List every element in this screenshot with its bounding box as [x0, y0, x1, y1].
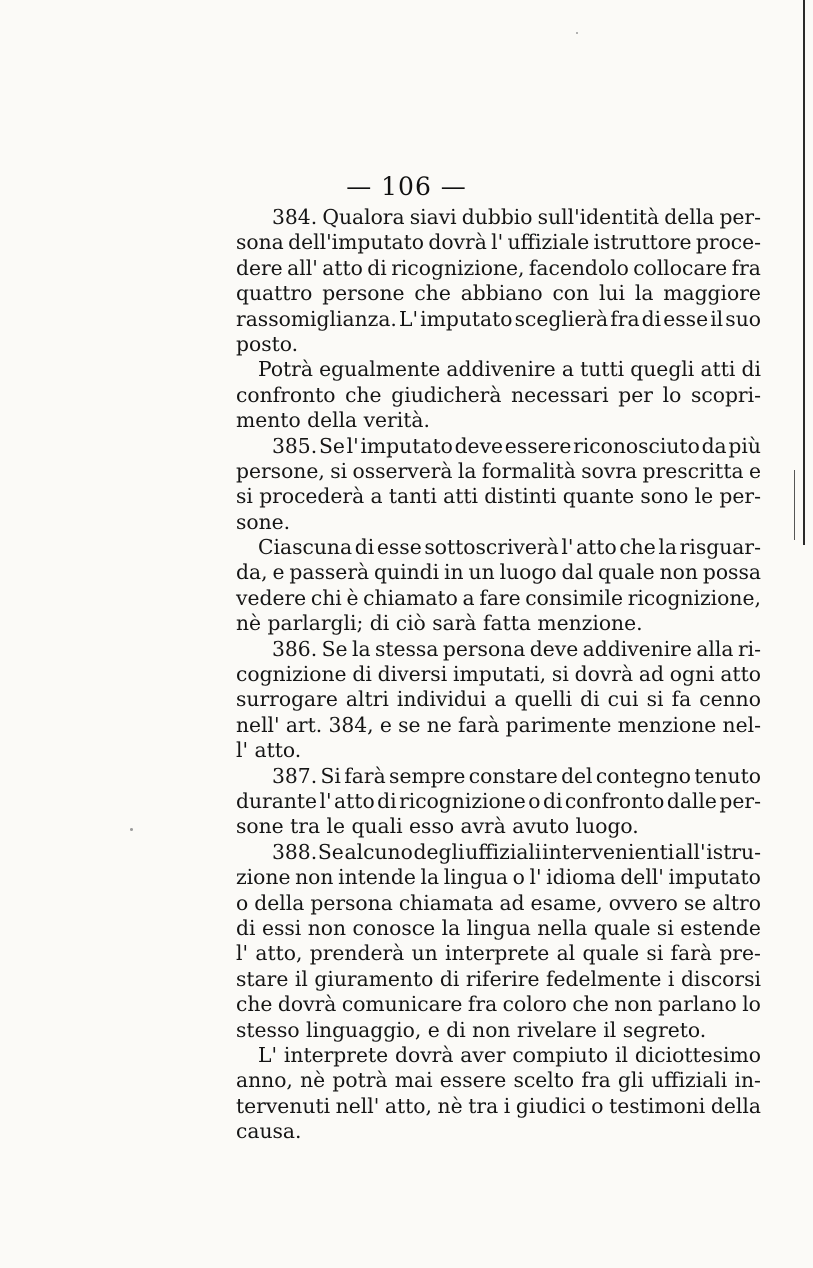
word: giudicherà: [391, 382, 502, 407]
word: l': [529, 865, 542, 890]
word: ricognizione: [399, 788, 526, 813]
text-line: [236, 1068, 761, 1093]
word: della: [664, 205, 715, 229]
word: farà: [344, 763, 386, 788]
word: a: [462, 585, 475, 610]
word: deve: [529, 636, 579, 661]
word: 387.: [272, 763, 318, 788]
word: giudici: [515, 1093, 586, 1118]
word: per: [618, 382, 653, 407]
word: passerà: [289, 560, 370, 585]
text-line: [236, 713, 761, 738]
word: la: [457, 458, 477, 483]
word: persona: [310, 890, 393, 915]
word: degli: [413, 839, 465, 864]
text-line: [236, 357, 761, 382]
word: Se: [318, 433, 345, 458]
word: l': [236, 941, 249, 966]
word: che: [236, 992, 273, 1017]
word: imputato: [360, 433, 453, 458]
word: ne: [426, 712, 452, 737]
word: confronto: [236, 382, 336, 407]
word: per-: [719, 484, 761, 509]
text-line: l' atto.: [236, 738, 302, 763]
word: dubbio: [461, 205, 533, 229]
paper-speck: [576, 32, 578, 34]
word: sona: [236, 230, 284, 255]
text-line: [236, 967, 761, 992]
word: constare: [468, 763, 558, 788]
word: confronto: [564, 788, 665, 813]
word: le: [694, 484, 714, 509]
word: persone,: [236, 458, 325, 483]
word: art.: [285, 712, 323, 737]
word: quindi: [374, 560, 440, 585]
word: non: [307, 915, 347, 940]
word: ricognizione,: [391, 255, 525, 280]
word: e: [379, 712, 392, 737]
word: dalle: [666, 788, 717, 813]
word: dere: [236, 255, 283, 280]
word: l': [561, 535, 574, 560]
word: a: [561, 357, 574, 382]
word: facendolo: [528, 255, 629, 280]
text-line: sone.: [236, 509, 291, 534]
word: sovra: [581, 458, 638, 483]
word: il: [614, 1042, 628, 1067]
text-line: [236, 281, 761, 306]
word: Se: [317, 839, 344, 864]
word: della: [710, 1093, 761, 1118]
word: si: [551, 662, 569, 687]
text-line: [236, 789, 761, 814]
word: che: [345, 382, 382, 407]
word: egualmente: [319, 357, 441, 382]
word: imputato: [420, 306, 513, 331]
word: chiamata: [398, 890, 494, 915]
word: la: [634, 281, 654, 306]
word: lingua: [466, 915, 531, 940]
word: con: [552, 281, 590, 306]
word: di: [439, 966, 460, 991]
word: i: [667, 966, 675, 991]
word: rassomiglianza.: [236, 306, 397, 331]
word: persone: [322, 281, 405, 306]
word: o: [528, 788, 541, 813]
word: esse: [663, 306, 709, 331]
word: compiuto: [512, 1042, 609, 1067]
word: e: [272, 560, 285, 585]
word: riconosciuto: [573, 433, 700, 458]
word: chiamato: [363, 585, 458, 610]
word: aver: [460, 1042, 506, 1067]
word: per-: [719, 205, 761, 229]
word: potrà: [332, 1068, 388, 1093]
word: esse: [376, 535, 422, 560]
word: abbiano: [460, 281, 543, 306]
word: più: [728, 433, 761, 458]
word: anno,: [236, 1068, 293, 1093]
text-line: [236, 205, 761, 230]
word: si: [656, 915, 674, 940]
word: tanti: [388, 484, 437, 509]
word: fra: [467, 992, 498, 1017]
word: deve: [454, 433, 504, 458]
word: l': [346, 433, 359, 458]
word: un: [411, 941, 438, 966]
word: atto: [322, 255, 363, 280]
word: il: [710, 306, 724, 331]
word: chi: [310, 585, 342, 610]
word: luogo: [499, 560, 557, 585]
word: 388.: [272, 839, 318, 864]
word: cognizione: [236, 662, 347, 687]
word: fare: [479, 585, 521, 610]
word: si: [646, 941, 664, 966]
text-line: stesso linguaggio, e di non rivelare il segreto.: [236, 1017, 707, 1042]
word: essi: [261, 915, 302, 940]
word: atto,: [255, 941, 303, 966]
word: fa: [671, 687, 692, 712]
word: intervenienti: [542, 839, 675, 864]
word: testimoni: [609, 1093, 706, 1118]
word: lo: [662, 382, 682, 407]
word: tervenuti: [236, 1093, 331, 1118]
word: di: [542, 788, 563, 813]
word: quale: [598, 560, 655, 585]
word: esame,: [530, 890, 603, 915]
word: surrogare: [236, 687, 338, 712]
word: altri: [345, 687, 389, 712]
word: persona: [442, 636, 526, 661]
word: prenderà: [309, 941, 405, 966]
word: di: [641, 306, 662, 331]
word: formalità: [481, 458, 576, 483]
word: risguar-: [679, 535, 761, 560]
word: sceglierà: [514, 306, 609, 331]
word: uffiziale: [507, 230, 590, 255]
word: farà: [670, 941, 713, 966]
word: dovrà: [395, 1042, 454, 1067]
word: fra: [731, 255, 761, 280]
word: fedelmente: [545, 966, 662, 991]
word: pre-: [719, 941, 761, 966]
text-line: causa.: [236, 1119, 302, 1144]
word: altro: [712, 890, 761, 915]
word: di: [236, 915, 256, 940]
word: individui: [396, 687, 487, 712]
word: di: [354, 535, 375, 560]
text-line: [236, 662, 761, 687]
word: non: [295, 865, 334, 890]
text-line: [236, 535, 761, 560]
text-line: [236, 840, 761, 865]
word: la: [658, 535, 677, 560]
word: addivenire: [582, 636, 692, 661]
word: dovrà: [428, 230, 487, 255]
text-line: [236, 916, 761, 941]
word: un: [468, 560, 495, 585]
word: vedere: [236, 585, 307, 610]
word: lo: [742, 992, 761, 1017]
word: di: [741, 357, 761, 382]
word: durante: [236, 788, 318, 813]
word: lui: [598, 281, 625, 306]
word: menzione: [617, 712, 717, 737]
word: nell': [236, 712, 280, 737]
word: idioma: [546, 865, 616, 890]
word: scelto: [513, 1068, 575, 1093]
word: conosce: [352, 915, 436, 940]
word: quelli: [514, 687, 573, 712]
word: all': [287, 255, 318, 280]
word: in: [444, 560, 464, 585]
word: istru-: [706, 839, 761, 864]
word: al: [556, 941, 576, 966]
word: di: [352, 662, 372, 687]
word: mai: [394, 1068, 433, 1093]
text-line: posto.: [236, 331, 299, 356]
word: Potrà: [258, 357, 313, 382]
word: coloro: [502, 992, 567, 1017]
word: Ciascuna: [258, 535, 353, 560]
word: nel-: [722, 712, 761, 737]
word: diciottesimo: [634, 1042, 761, 1067]
word: quante: [562, 484, 635, 509]
word: 384.: [272, 205, 318, 229]
body-text: [236, 205, 761, 1144]
word: cenno: [699, 687, 761, 712]
word: Si: [320, 763, 341, 788]
text-line: sone tra le quali esso avrà avuto luogo.: [236, 814, 639, 839]
word: si: [236, 484, 253, 509]
word: siavi: [409, 205, 457, 229]
word: è: [346, 585, 359, 610]
word: addivenire: [446, 357, 556, 382]
word: essere: [504, 433, 572, 458]
word: quegli: [630, 357, 695, 382]
word: procederà: [259, 484, 365, 509]
word: proce-: [695, 230, 761, 255]
word: uffiziali: [651, 1068, 728, 1093]
word: parimente: [505, 712, 612, 737]
word: se: [398, 712, 421, 737]
word: l': [319, 788, 332, 813]
word: giuramento: [314, 966, 434, 991]
word: distinti: [484, 484, 557, 509]
word: necessari: [511, 382, 609, 407]
word: o: [512, 865, 525, 890]
word: interprete: [283, 1042, 389, 1067]
word: alla: [696, 636, 734, 661]
word: della: [254, 890, 305, 915]
text-line: [236, 891, 761, 916]
word: tutti: [580, 357, 625, 382]
word: che: [619, 535, 656, 560]
word: il: [294, 966, 308, 991]
word: estende: [680, 915, 761, 940]
text-line: [236, 764, 761, 789]
word: lingua: [443, 865, 508, 890]
word: di: [580, 687, 600, 712]
word: ad: [638, 662, 664, 687]
word: interprete: [445, 941, 550, 966]
word: possa: [702, 560, 761, 585]
scan-edge-mark: [794, 470, 795, 540]
word: stessa: [374, 636, 439, 661]
word: consimile: [525, 585, 624, 610]
word: 386.: [272, 636, 318, 661]
word: o: [591, 1093, 604, 1118]
word: intende: [338, 865, 416, 890]
word: maggiore: [663, 281, 761, 306]
word: la: [351, 636, 371, 661]
word: ogni: [669, 662, 715, 687]
word: quattro: [236, 281, 313, 306]
word: la: [441, 915, 461, 940]
text-line: mento della verità.: [236, 408, 430, 433]
word: osserverà: [352, 458, 453, 483]
word: e: [748, 458, 761, 483]
text-line: [236, 459, 761, 484]
word: sull'identità: [537, 205, 660, 229]
word: scopri-: [690, 382, 761, 407]
word: stare: [236, 966, 289, 991]
text-line: [236, 383, 761, 408]
text-line: [236, 484, 761, 509]
word: parlano: [658, 992, 737, 1017]
word: ricognizione,: [627, 585, 761, 610]
word: L': [398, 306, 419, 331]
word: la: [420, 865, 440, 890]
word: non: [659, 560, 698, 585]
word: fra: [610, 306, 640, 331]
word: si: [330, 458, 348, 483]
text-line: [236, 307, 761, 332]
word: nè: [300, 1068, 326, 1093]
text-line: [236, 992, 761, 1017]
word: dovrà: [277, 992, 337, 1017]
word: del: [561, 763, 593, 788]
word: atti: [443, 484, 478, 509]
text-line: nè parlargli; di ciò sarà fatta menzione.: [236, 611, 643, 636]
word: che: [414, 281, 451, 306]
word: tenuto: [694, 763, 761, 788]
text-line: [236, 256, 761, 281]
word: contegno: [595, 763, 691, 788]
word: comunicare: [341, 992, 463, 1017]
word: ad: [499, 890, 525, 915]
word: atto,: [384, 1093, 432, 1118]
word: se: [683, 890, 707, 915]
word: dal: [561, 560, 594, 585]
word: 385.: [272, 433, 318, 458]
word: diversi: [377, 662, 448, 687]
text-line: [236, 941, 761, 966]
word: Qualora: [322, 205, 405, 229]
text-line: [236, 434, 761, 459]
text-line: [236, 1043, 761, 1068]
word: riferire: [465, 966, 540, 991]
word: imputati,: [453, 662, 547, 687]
word: di: [377, 788, 397, 813]
word: farà: [458, 712, 500, 737]
word: imputato: [668, 865, 761, 890]
word: sono: [640, 484, 689, 509]
word: atto: [334, 788, 375, 813]
word: uffiziali: [465, 839, 542, 864]
word: si: [646, 687, 664, 712]
word: i: [503, 1093, 511, 1118]
word: non: [614, 992, 653, 1017]
word: da,: [236, 560, 268, 585]
word: Se: [321, 636, 348, 661]
word: atto: [576, 535, 617, 560]
word: all': [674, 839, 706, 864]
text-line: [236, 1094, 761, 1119]
word: da: [701, 433, 727, 458]
word: nella: [537, 915, 588, 940]
page-number: — 106 —: [346, 172, 467, 201]
word: gli: [617, 1068, 644, 1093]
text-line: [236, 865, 761, 890]
word: nell': [335, 1093, 380, 1118]
word: o: [236, 890, 249, 915]
paper-speck: [130, 828, 133, 831]
scan-edge-line: [803, 0, 805, 545]
word: istruttore: [593, 230, 692, 255]
word: che: [572, 992, 609, 1017]
word: sempre: [389, 763, 466, 788]
word: per-: [719, 788, 761, 813]
word: atti: [700, 357, 736, 382]
word: quale: [582, 941, 640, 966]
word: l': [491, 230, 504, 255]
word: essere: [439, 1068, 507, 1093]
word: dell': [620, 865, 664, 890]
word: collocare: [633, 255, 728, 280]
word: prescritta: [642, 458, 744, 483]
word: ovvero: [608, 890, 678, 915]
word: alcuno: [344, 839, 413, 864]
word: a: [494, 687, 507, 712]
word: suo: [725, 306, 761, 331]
word: atto: [720, 662, 761, 687]
word: di: [367, 255, 387, 280]
word: in-: [734, 1068, 761, 1093]
word: a: [370, 484, 383, 509]
text-line: [236, 637, 761, 662]
word: dell'imputato: [288, 230, 425, 255]
word: fra: [581, 1068, 611, 1093]
word: quale: [593, 915, 651, 940]
word: tra: [468, 1093, 499, 1118]
word: nè: [437, 1093, 463, 1118]
word: dovrà: [574, 662, 634, 687]
word: L': [258, 1042, 278, 1067]
word: ri-: [737, 636, 761, 661]
word: 384,: [328, 712, 374, 737]
word: sottoscriverà: [424, 535, 559, 560]
word: discorsi: [680, 966, 761, 991]
text-line: [236, 230, 761, 255]
word: zione: [236, 865, 291, 890]
text-line: [236, 586, 761, 611]
text-line: [236, 560, 761, 585]
text-line: [236, 687, 761, 712]
word: cui: [607, 687, 639, 712]
